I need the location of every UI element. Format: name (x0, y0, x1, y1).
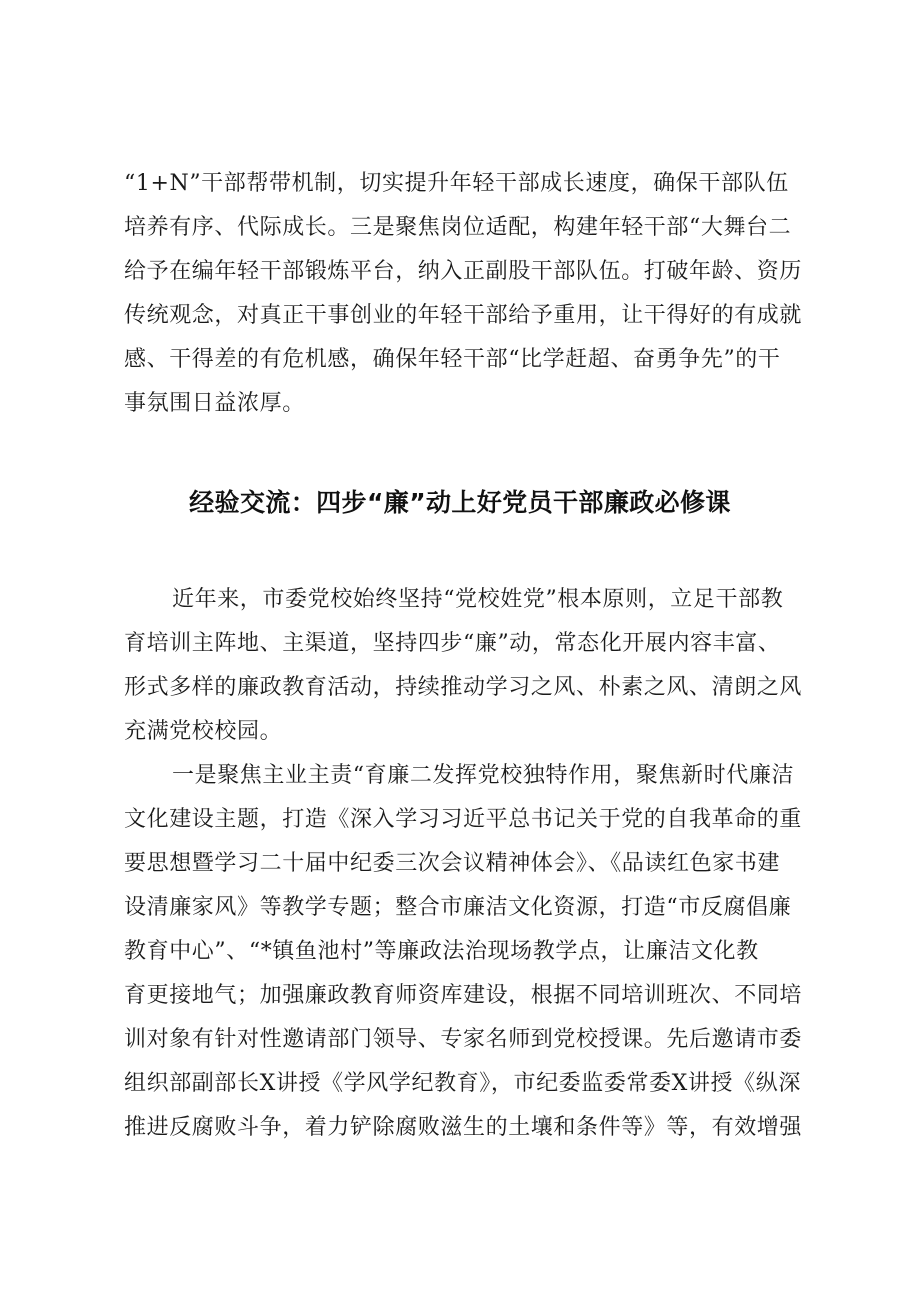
paragraph-line: 育培训主阵地、主渠道，坚持四步“廉”动，常态化开展内容丰富、 (124, 631, 781, 656)
paragraph-line: 教育中心”、“*镇鱼池村”等廉政法治现场教学点，让廉洁文化教 (124, 939, 759, 964)
paragraph-line: 设清廉家风》等教学专题；整合市廉洁文化资源，打造“市反腐倡廉 (124, 895, 792, 920)
paragraph-line: 文化建设主题，打造《深入学习习近平总书记关于党的自我革命的重 (124, 807, 803, 832)
article-title: 经验交流：四步“廉”动上好党员干部廉政必修课 (189, 488, 731, 517)
paragraph-line: 传统观念，对真正干事创业的年轻干部给予重用，让干得好的有成就 (124, 303, 803, 328)
paragraph-line: “1+N”干部帮带机制，切实提升年轻干部成长速度，确保干部队伍 (124, 171, 789, 196)
paragraph-line: 事氛围日益浓厚。 (124, 391, 305, 416)
paragraph-line: 一是聚焦主业主责“育廉二发挥党校独特作用，聚焦新时代廉洁 (172, 763, 795, 788)
paragraph-line: 近年来，市委党校始终坚持“党校姓党”根本原则，立足干部教 (172, 587, 784, 612)
paragraph-line: 要思想暨学习二十届中纪委三次会议精神体会》、《品读红色家书建 (124, 851, 781, 876)
paragraph-line: 培养有序、代际成长。三是聚焦岗位适配，构建年轻干部“大舞台二 (124, 215, 792, 240)
paragraph-line: 充满党校校园。 (124, 719, 283, 744)
paragraph-line: 推进反腐败斗争，着力铲除腐败滋生的土壤和条件等》等，有效增强 (124, 1115, 803, 1140)
paragraph-line: 训对象有针对性邀请部门领导、专家名师到党校授课。先后邀请市委 (124, 1027, 803, 1052)
paragraph-line: 感、干得差的有危机感，确保年轻干部“比学赶超、奋勇争先”的干 (124, 347, 781, 372)
paragraph-line: 组织部副部长X讲授《学风学纪教育》，市纪委监委常委X讲授《纵深 (124, 1071, 801, 1096)
paragraph-line: 给予在编年轻干部锻炼平台，纳入正副股干部队伍。打破年龄、资历 (124, 259, 803, 284)
paragraph-line: 育更接地气；加强廉政教育师资库建设，根据不同培训班次、不同培 (124, 983, 803, 1008)
paragraph-line: 形式多样的廉政教育活动，持续推动学习之风、朴素之风、清朗之风 (124, 675, 803, 700)
